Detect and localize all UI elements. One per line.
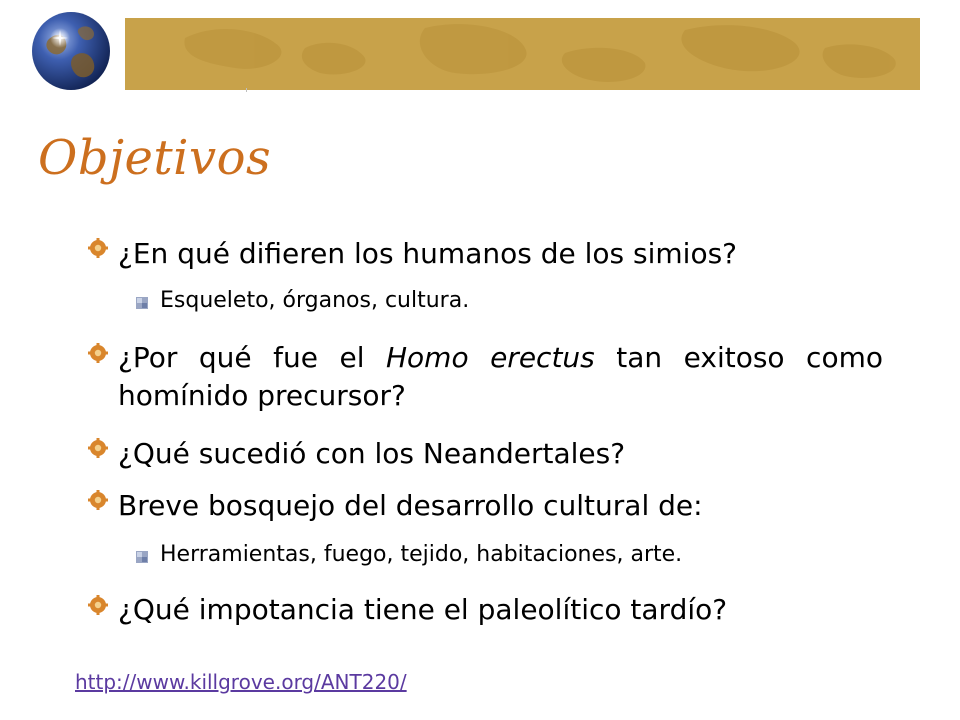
gear-bullet-icon bbox=[88, 238, 108, 258]
gear-bullet-icon bbox=[88, 490, 108, 510]
square-bullet-icon bbox=[136, 297, 148, 309]
square-bullet-icon bbox=[136, 551, 148, 563]
bullet-2-text bbox=[118, 339, 883, 415]
bullet-4-subtext: Herramientas, fuego, tejido, habitaciones, arte. bbox=[160, 542, 683, 567]
bullet-3-text: ¿Qué sucedió con los Neandertales? bbox=[118, 437, 626, 470]
bullet-1-text: ¿En qué difieren los humanos de los simios? bbox=[118, 237, 738, 270]
bullet-2-text-post: tan exitoso como homínido precursor? bbox=[118, 341, 883, 412]
slide-title: Objetivos bbox=[38, 130, 272, 186]
bullet-2-text-italic: Homo erectus bbox=[385, 341, 595, 374]
gear-bullet-icon bbox=[88, 438, 108, 458]
gear-bullet-icon bbox=[88, 595, 108, 615]
bullet-2-text-pre: ¿Por qué fue el bbox=[118, 341, 386, 374]
gear-bullet-icon bbox=[88, 343, 108, 363]
bullet-5-text: ¿Qué impotancia tiene el paleolítico tardío? bbox=[118, 593, 728, 626]
footer-link[interactable]: http://www.killgrove.org/ANT220/ bbox=[75, 670, 407, 694]
bullet-4-text: Breve bosquejo del desarrollo cultural de: bbox=[118, 489, 703, 522]
bullet-1-subtext: Esqueleto, órganos, cultura. bbox=[160, 288, 470, 313]
